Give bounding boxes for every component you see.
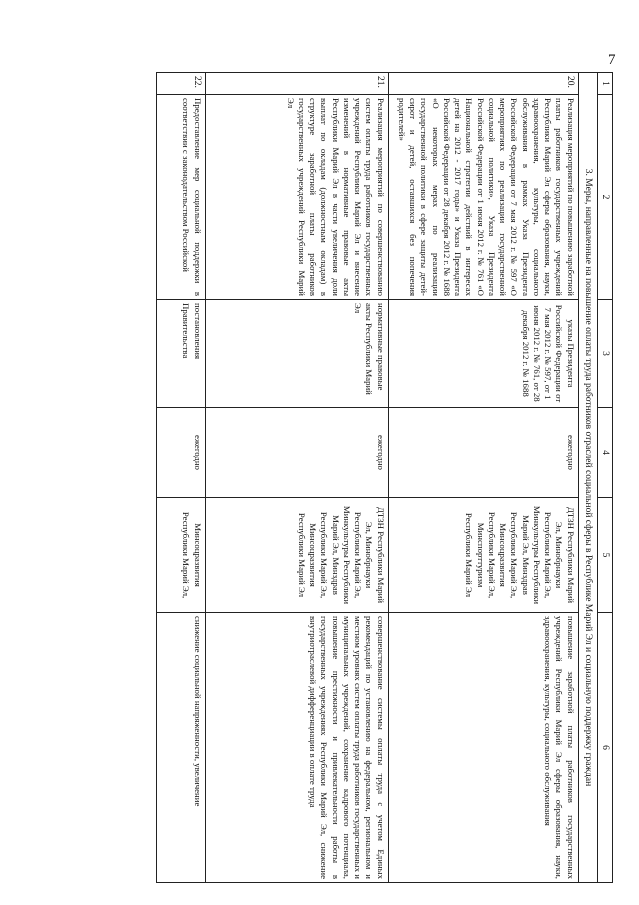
table-row	[205, 73, 388, 883]
executors-cell: ДТЗН Республики Марий Эл, Минобрнауки Республики Марий Эл, Минкультуры Республики Марий Эл, Минздрав Республики Марий Эл, Минсоцразвития Республики Марий Эл, Минспорттуризм Республики Марий Эл	[388, 498, 578, 613]
row-number: 20.	[388, 73, 578, 95]
column-number: 1	[597, 73, 612, 95]
measure-cell: Предоставление мер социальной поддержки в соответствии с законодательством Российской	[156, 95, 205, 300]
result-cell: повышение заработной платы работников государственных учреждений Республики Марий Эл сферы образования, науки, здравоохранения, культуры, социального обслуживания	[388, 613, 578, 883]
column-number: 3	[597, 300, 612, 408]
table-row	[388, 73, 578, 883]
period-cell: ежегодно	[156, 408, 205, 498]
column-number: 6	[597, 613, 612, 883]
measures-table	[156, 72, 613, 883]
document-cell: нормативные правовые акты Республики Марий Эл	[205, 300, 388, 408]
column-number: 4	[597, 408, 612, 498]
column-number: 2	[597, 95, 612, 300]
column-number-row	[597, 73, 612, 883]
row-number: 21.	[205, 73, 388, 95]
table-row	[156, 73, 205, 883]
result-cell: совершенствование системы оплаты труда с учетом Единых рекомендаций по установлению на федеральном, региональном и местном уровнях систем оплаты труда работников государственных и муниципальных учреждений, сохранение кадрового потенциала, повышение престижности и привлекательности работы в государственных учреждениях Республики Марий Эл, снижение внутриотраслевой дифференциации в оплате труда	[205, 613, 388, 883]
executors-cell: Минсоцразвития Республики Марий Эл,	[156, 498, 205, 613]
section-title: 3. Меры, направленные на повышение оплаты труда работников отраслей социальной сферы в Республике Марий Эл и социальную поддержку граждан	[578, 73, 597, 883]
row-number: 22.	[156, 73, 205, 95]
period-cell: ежегодно	[388, 408, 578, 498]
document-cell: постановления Правительства	[156, 300, 205, 408]
result-cell: снижение социальной напряженности, увеличение	[156, 613, 205, 883]
measure-cell: Реализация мероприятий по совершенствованию систем оплаты труда работников государственных учреждений Республики Марий Эл и внесение изменений в нормативные правовые акты Республики Марий Эл в части увеличения доли выплат по окладам (должностным окладам) в структуре заработной платы работников государственных учреждений Республики Марий Эл	[205, 95, 388, 300]
executors-cell: ДТЗН Республики Марий Эл, Минобрнауки Республики Марий Эл, Минкультуры Республики Марий Эл, Минздрав Республики Марий Эл, Минсоцразвития Республики Марий Эл	[205, 498, 388, 613]
document-cell: указы Президента Российской Федерации от 7 мая 2012 г. № 597, от 1 июня 2012 г. № 761, от 28 декабря 2012 г. № 1688	[388, 300, 578, 408]
column-number: 5	[597, 498, 612, 613]
period-cell: ежегодно	[205, 408, 388, 498]
rotated-table-container	[118, 72, 613, 882]
page-number: 7	[608, 52, 616, 68]
section-row	[578, 73, 597, 883]
measure-cell: Реализация мероприятий по повышению заработной платы работников государственных учреждений Республики Марий Эл сферы образования, науки, здравоохранения, культуры, социального обслуживания в рамках Указа Президента Российской Федерации от 7 мая 2012 г. № 597 «О мероприятиях по реализации государственной социальной политики», Указа Президента Российской Федерации от 1 июня 2012 г. № 761 «О Национальной стратегии действий в интересах детей на 2012 - 2017 годы» и Указа Президента Российской Федерации от 28 декабря 2012 г. № 1688 «О некоторых мерах по реализации государственной политики в сфере защиты детей-сирот и детей, оставшихся без попечения родителей»	[388, 95, 578, 300]
